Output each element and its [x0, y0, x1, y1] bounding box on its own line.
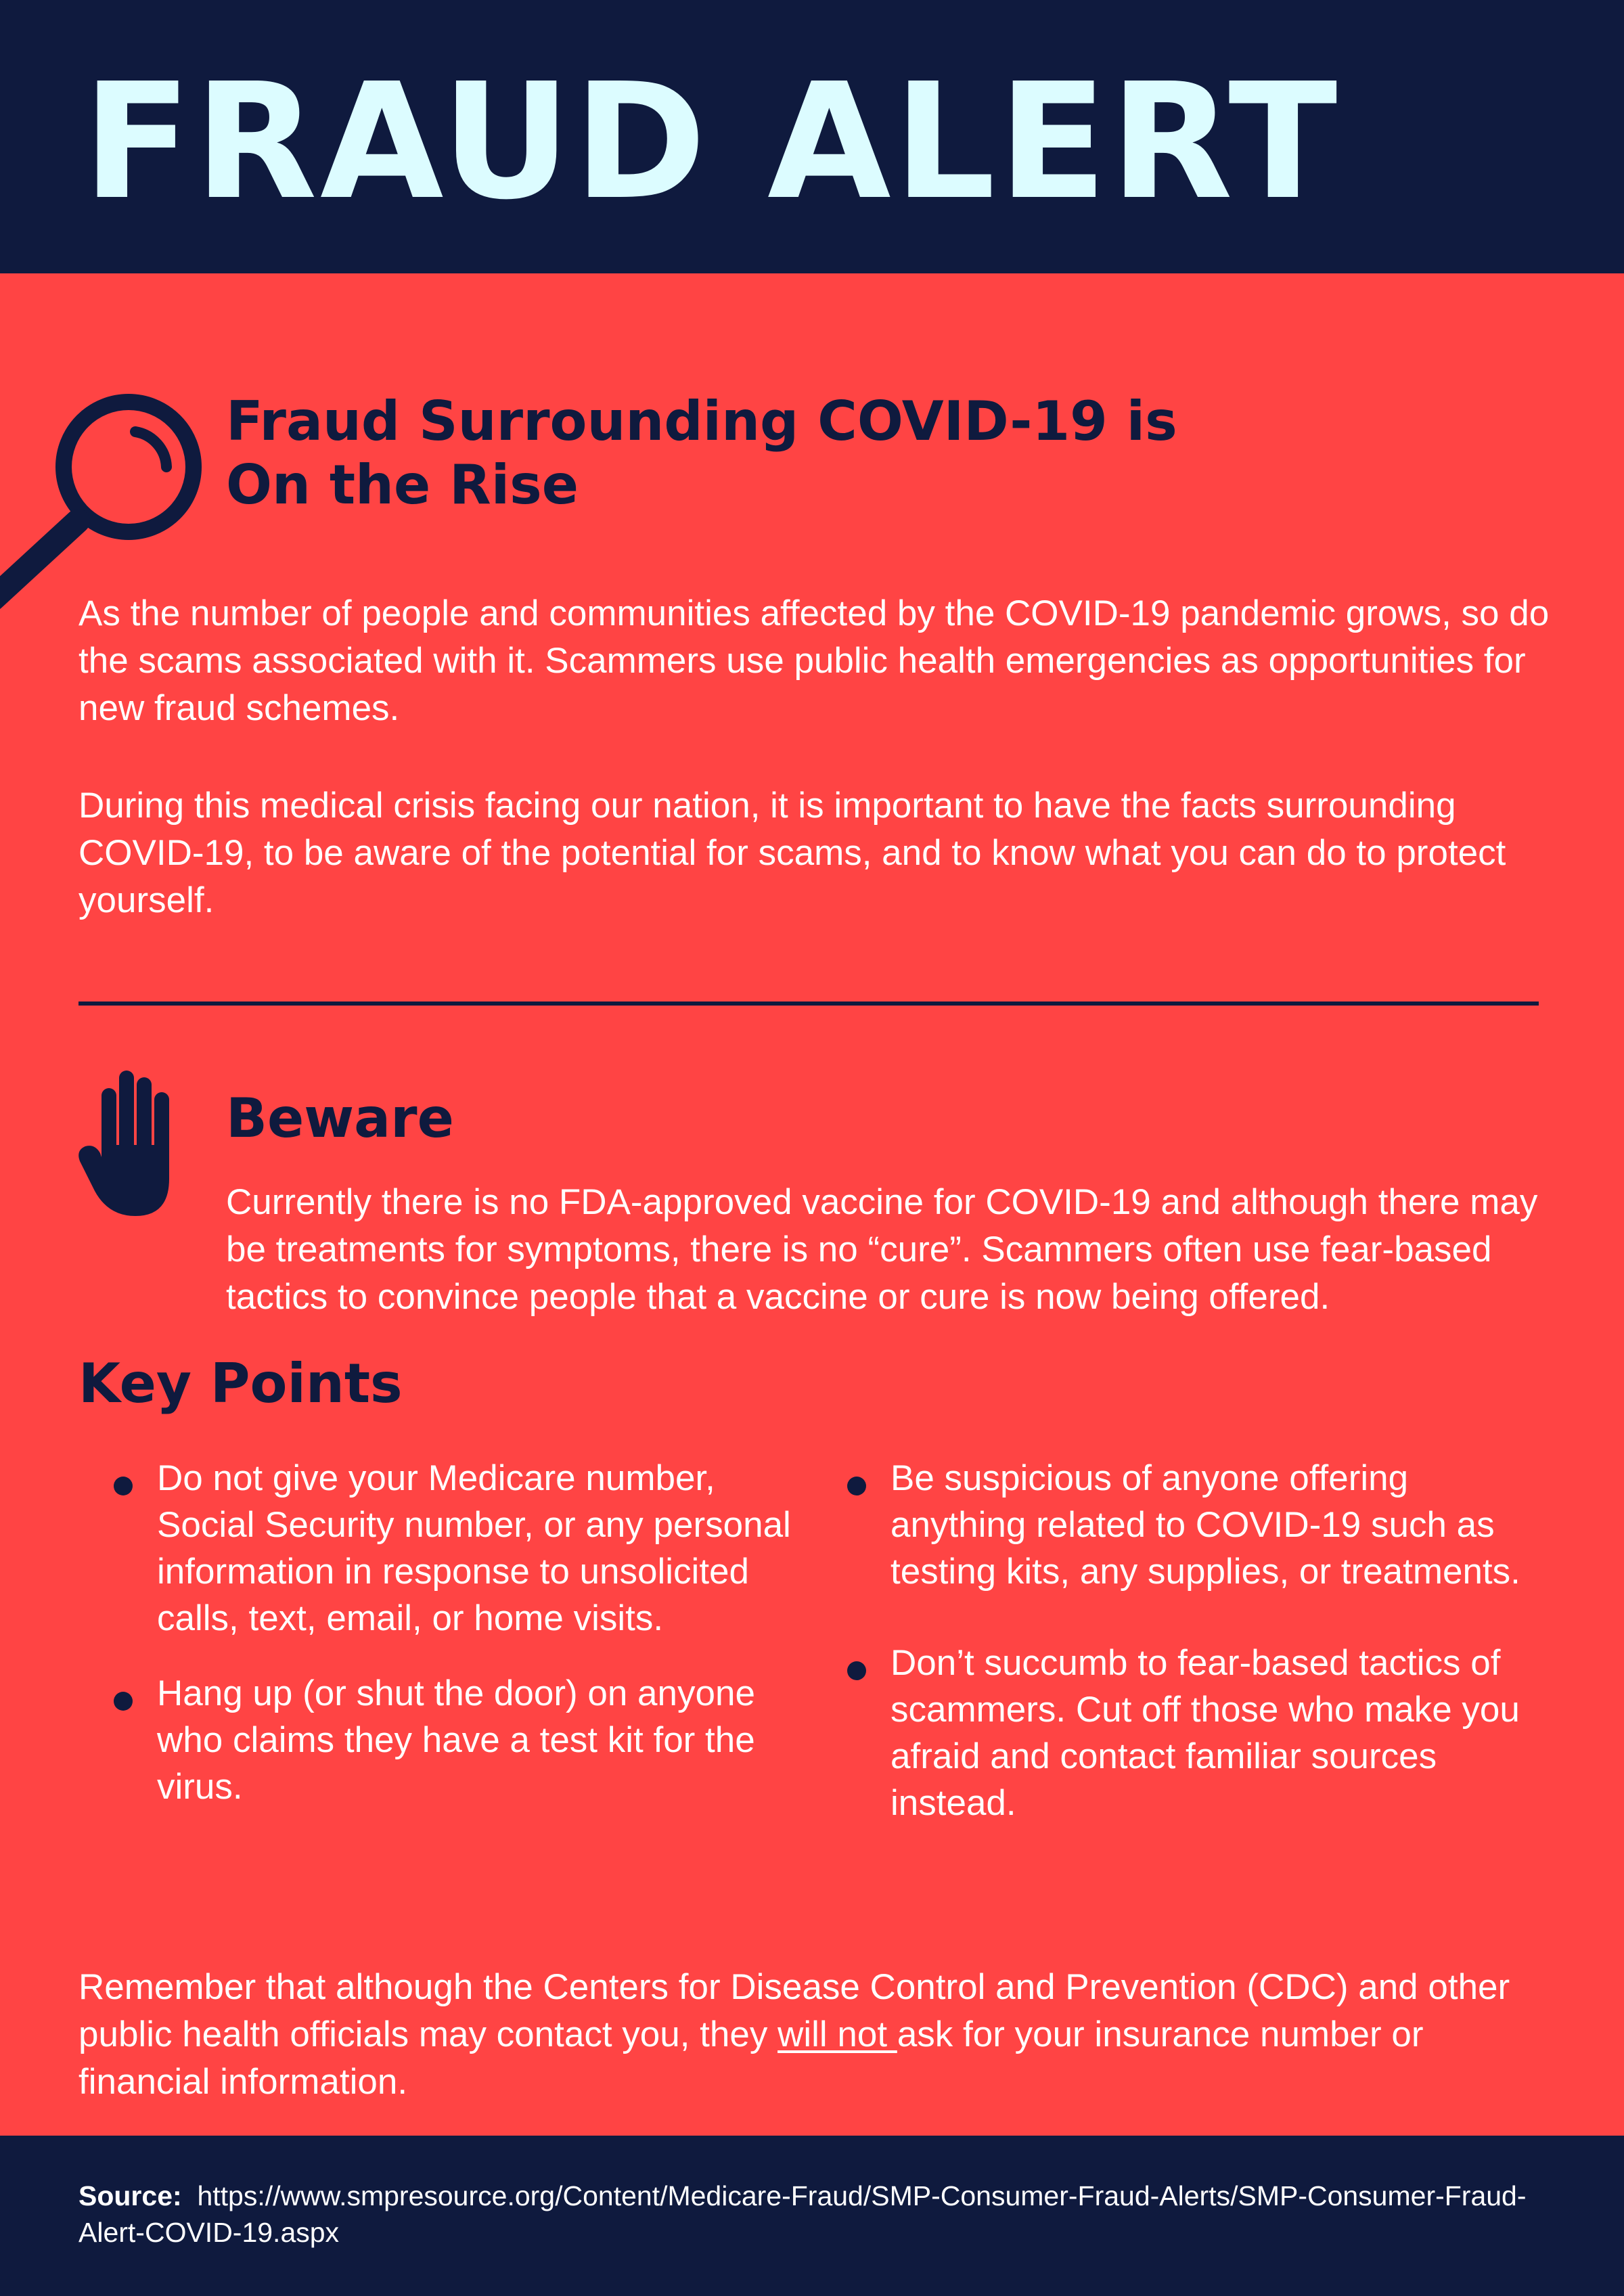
key-point-item [114, 1455, 797, 1642]
stop-hand-icon [78, 1071, 180, 1216]
key-point-item [114, 1670, 797, 1810]
remember-paragraph [78, 1964, 1554, 2106]
key-points-title: Key Points [78, 1352, 403, 1415]
key-point-text: Hang up (or shut the door) on anyone who claims they have a test kit for the virus. [157, 1673, 755, 1807]
remember-text-after: ask for your insurance number or financial information. [78, 2014, 1424, 2102]
section-divider [78, 1001, 1539, 1006]
source-url: https://www.smpresource.org/Content/Medicare-Fraud/SMP-Consumer-Fraud-Alerts/SMP-Consumer-Fraud-Alert-COVID-19.aspx [78, 2180, 1527, 2248]
key-point-item [847, 1455, 1544, 1595]
rise-title-line-1: Fraud Surrounding COVID-19 is [226, 390, 1177, 453]
bullet-icon [114, 1692, 133, 1711]
footer [0, 2136, 1624, 2296]
rise-paragraph-2: During this medical crisis facing our nation, it is important to have the facts surrounding COVID-19, to be aware of the potential for scams, and to know what you can do to protect yourself. [78, 786, 1506, 920]
key-point-text: Do not give your Medicare number, Social Security number, or any personal information in response to unsolicited calls, text, email, or home visits. [157, 1458, 791, 1638]
key-point-text: Don’t succumb to fear-based tactics of scammers. Cut off those who make you afraid and contact familiar sources instead. [890, 1643, 1520, 1823]
rise-paragraph-1: As the number of people and communities affected by the COVID-19 pandemic grows, so do the scams associated with it. Scammers use public health emergencies as opportunities for new fraud schemes. [78, 593, 1550, 728]
bullet-icon [114, 1477, 133, 1495]
rise-title-line-2: On the Rise [226, 453, 579, 516]
magnifier-icon [0, 392, 210, 616]
beware-title: Beware [226, 1087, 454, 1150]
beware-paragraph: Currently there is no FDA-approved vaccine for COVID-19 and although there may be treatments for symptoms, there is no “cure”. Scammers often use fear-based tactics to convince people that a vaccine or cure is now being offered. [226, 1182, 1538, 1317]
header-banner [0, 0, 1624, 273]
key-point-text: Be suspicious of anyone offering anything related to COVID-19 such as testing kits, any supplies, or treatments. [890, 1458, 1520, 1592]
source-line [78, 2178, 1554, 2251]
bullet-icon [847, 1477, 866, 1495]
remember-emphasis: will not [777, 2014, 897, 2054]
remember-text-before: Remember that although the Centers for Disease Control and Prevention (CDC) and other public health officials may contact you, they [78, 1967, 1510, 2054]
rise-title [226, 390, 1177, 517]
key-point-item [847, 1640, 1544, 1826]
bullet-icon [847, 1661, 866, 1680]
source-label: Source: [78, 2180, 182, 2211]
page-title: FRAUD ALERT [83, 49, 1340, 235]
key-points-left-column [114, 1455, 797, 1810]
key-points-right-column [847, 1455, 1544, 1826]
